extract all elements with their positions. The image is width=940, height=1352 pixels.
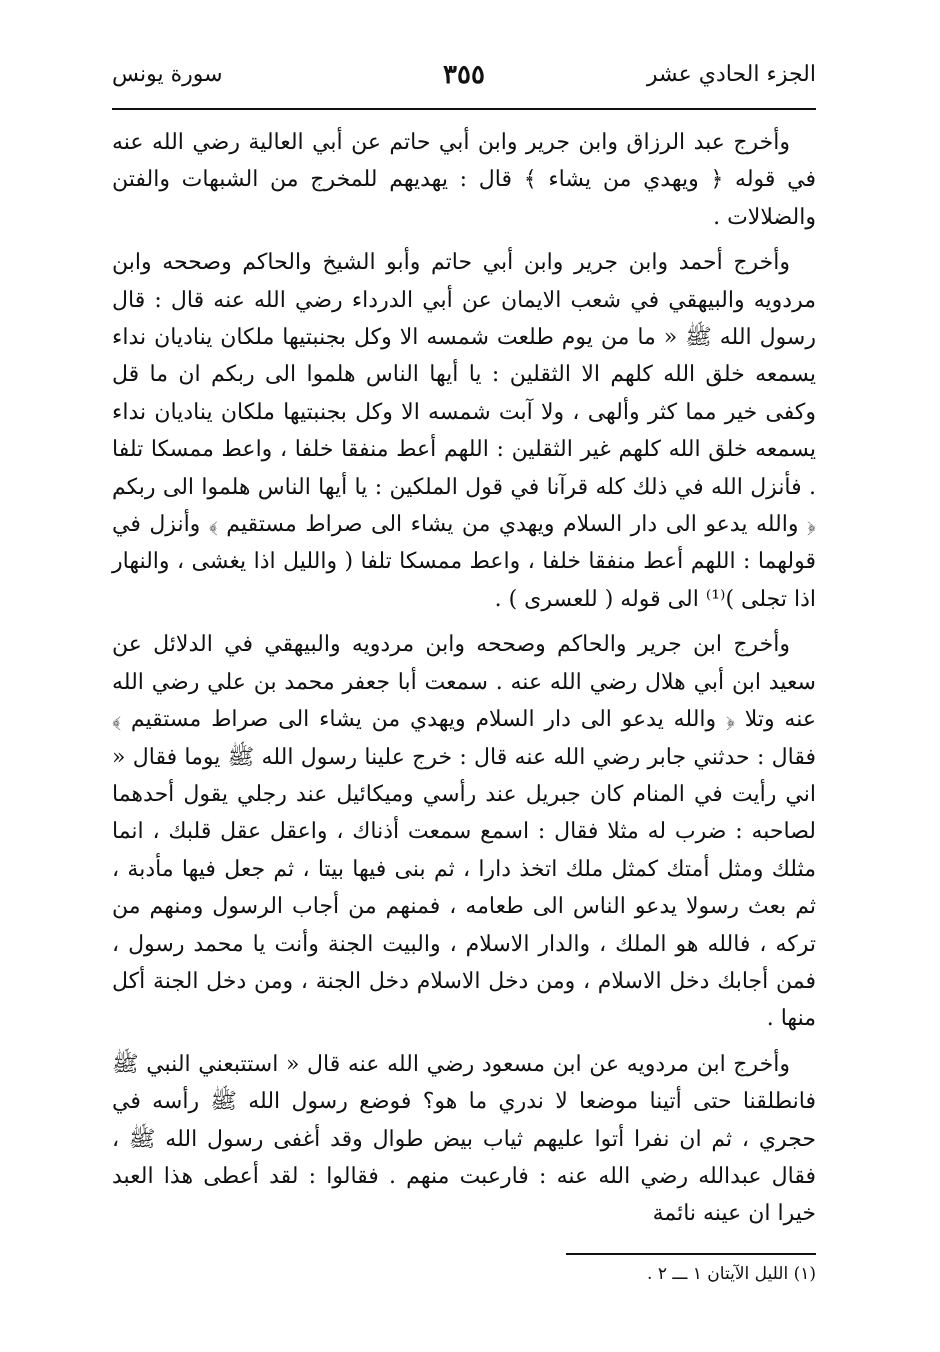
paragraph: وأخرج ابن مردويه عن ابن مسعود رضي الله عنه قال « استتبعني النبي ﷺ فانطلقنا حتى أتينا موضعا لا ندري ما هو؟ فوضع رسول الله ﷺ رأسه في حجري ، ثم ان نفرا أتوا عليهم ثياب بيض طوال وقد أغفى رسول الله ﷺ ، فقال عبدالله رضي الله عنه : فارعبت منهم . فقالوا : لقد أعطى هذا العبد خيرا ان عينه نائمة [112,1051,816,1227]
running-header [112,52,816,98]
paragraph: وأخرج عبد الرزاق وابن جرير وابن أبي حاتم عن أبي العالية رضي الله عنه في قوله ﴿ ويهدي من يشاء ﴾ قال : يهديهم للمخرج من الشبهات والفتن والضلالات . [112,130,816,230]
paragraph: وأخرج أحمد وابن جرير وابن أبي حاتم وأبو الشيخ والحاكم وصححه وابن مردويه والبيهقي في شعب الايمان عن أبي الدرداء رضي الله عنه قال : قال رسول الله ﷺ « ما من يوم طلعت شمسه الا وكل بجنبتيها ملكان يناديان نداء يسمعه خلق الله كلهم الا الثقلين : يا أيها الناس هلموا الى ربكم ان ما قل وكفى خير مما كثر وألهى ، ولا آبت شمسه الا وكل بجنبتيها ملكان يناديان نداء يسمعه خلق الله كلهم غير الثقلين : اللهم أعط منفقا خلفا ، واعط ممسكا تلفا . فأنزل الله في ذلك كله قرآنا في قول الملكين : يا أيها الناس هلموا الى ربكم ﴿ والله يدعو الى دار السلام ويهدي من يشاء الى صراط مستقيم ﴾ وأنزل في قولهما : اللهم أعط منفقا خلفا ، واعط ممسكا تلفا ( والليل اذا يغشى ، والنهار اذا تجلى )⁽¹⁾ الى قوله ( للعسرى ) . [112,250,816,612]
book-page [112,52,816,1289]
part-title: الجزء الحادي عشر [646,62,816,87]
footnote-divider [566,1253,816,1255]
main-text [112,124,816,1233]
footnote: (١) الليل الآيتان ١ ـــ ٢ . [647,1263,816,1284]
paragraph: وأخرج ابن جرير والحاكم وصححه وابن مردويه والبيهقي في الدلائل عن سعيد ابن أبي هلال رضي الله عنه . سمعت أبا جعفر محمد بن علي رضي الله عنه وتلا ﴿ والله يدعو الى دار السلام ويهدي من يشاء الى صراط مستقيم ﴾ فقال : حدثني جابر رضي الله عنه قال : خرج علينا رسول الله ﷺ يوما فقال « اني رأيت في المنام كان جبريل عند رأسي وميكائيل عند رجلي يقول أحدهما لصاحبه : ضرب له مثلا فقال : اسمع سمعت أذناك ، واعقل عقل قلبك ، انما مثلك ومثل أمتك كمثل ملك اتخذ دارا ، ثم بنى فيها بيتا ، ثم جعل فيها مأدبة ، ثم بعث رسولا يدعو الناس الى طعامه ، فمنهم من أجاب الرسول ومنهم من تركه ، فالله هو الملك ، والدار الاسلام ، والبيت الجنة وأنت يا محمد رسول ، فمن أجابك دخل الاسلام ، ومن دخل الاسلام دخل الجنة ، ومن دخل الجنة أكل منها . [112,632,816,1032]
header-divider [112,108,816,110]
page-number: ٣٥٥ [443,60,485,90]
surah-title: سورة يونس [112,62,223,87]
